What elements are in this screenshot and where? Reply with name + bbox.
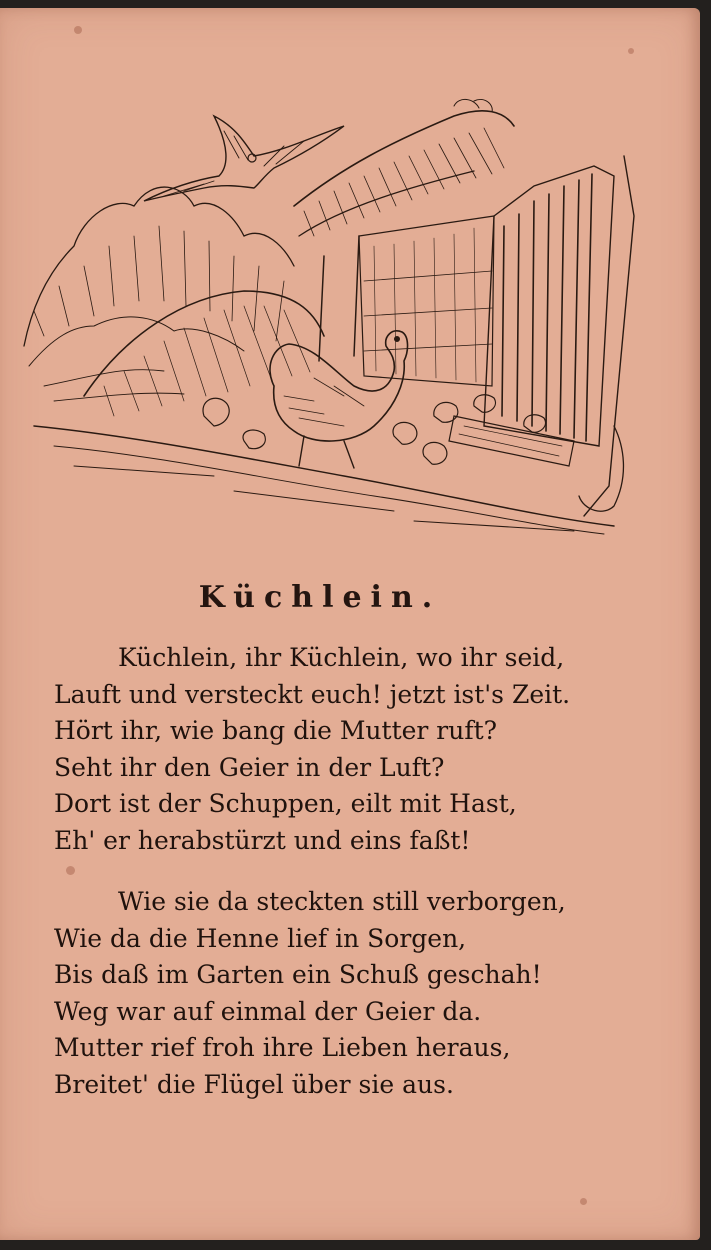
paper-stain (628, 48, 634, 54)
book-page (0, 8, 700, 1240)
poem-line: Bis daß im Garten ein Schuß geschah! (54, 960, 542, 989)
poem-stanza-1 (54, 640, 654, 859)
poem-line: Seht ihr den Geier in der Luft? (54, 752, 445, 782)
paper-stain (580, 1198, 587, 1205)
paper-stain (66, 866, 75, 875)
poem-line: Wie sie da steckten still verborgen, (118, 887, 566, 916)
poem-line: Küchlein, ihr Küchlein, wo ihr seid, (118, 643, 565, 672)
paper-stain (74, 26, 82, 34)
poem-line: Dort ist der Schuppen, eilt mit Hast, (54, 789, 517, 818)
poem-stanza-2 (54, 884, 654, 1103)
poem-line: Wie da die Henne lief in Sorgen, (54, 923, 467, 953)
poem-line: Mutter rief froh ihre Lieben heraus, (54, 1033, 511, 1062)
poem-line: Breitet' die Flügel über sie aus. (54, 1069, 454, 1099)
poem-title: Küchlein. (198, 580, 442, 615)
poem-line: Lauft und versteckt euch! jetzt ist's Zeit. (54, 679, 571, 709)
poem-line: Hört ihr, wie bang die Mutter ruft? (54, 716, 498, 745)
poem-line: Eh' er herabstürzt und eins faßt! (54, 825, 471, 855)
woodcut-illustration (14, 96, 664, 546)
poem-line: Weg war auf einmal der Geier da. (54, 996, 482, 1026)
